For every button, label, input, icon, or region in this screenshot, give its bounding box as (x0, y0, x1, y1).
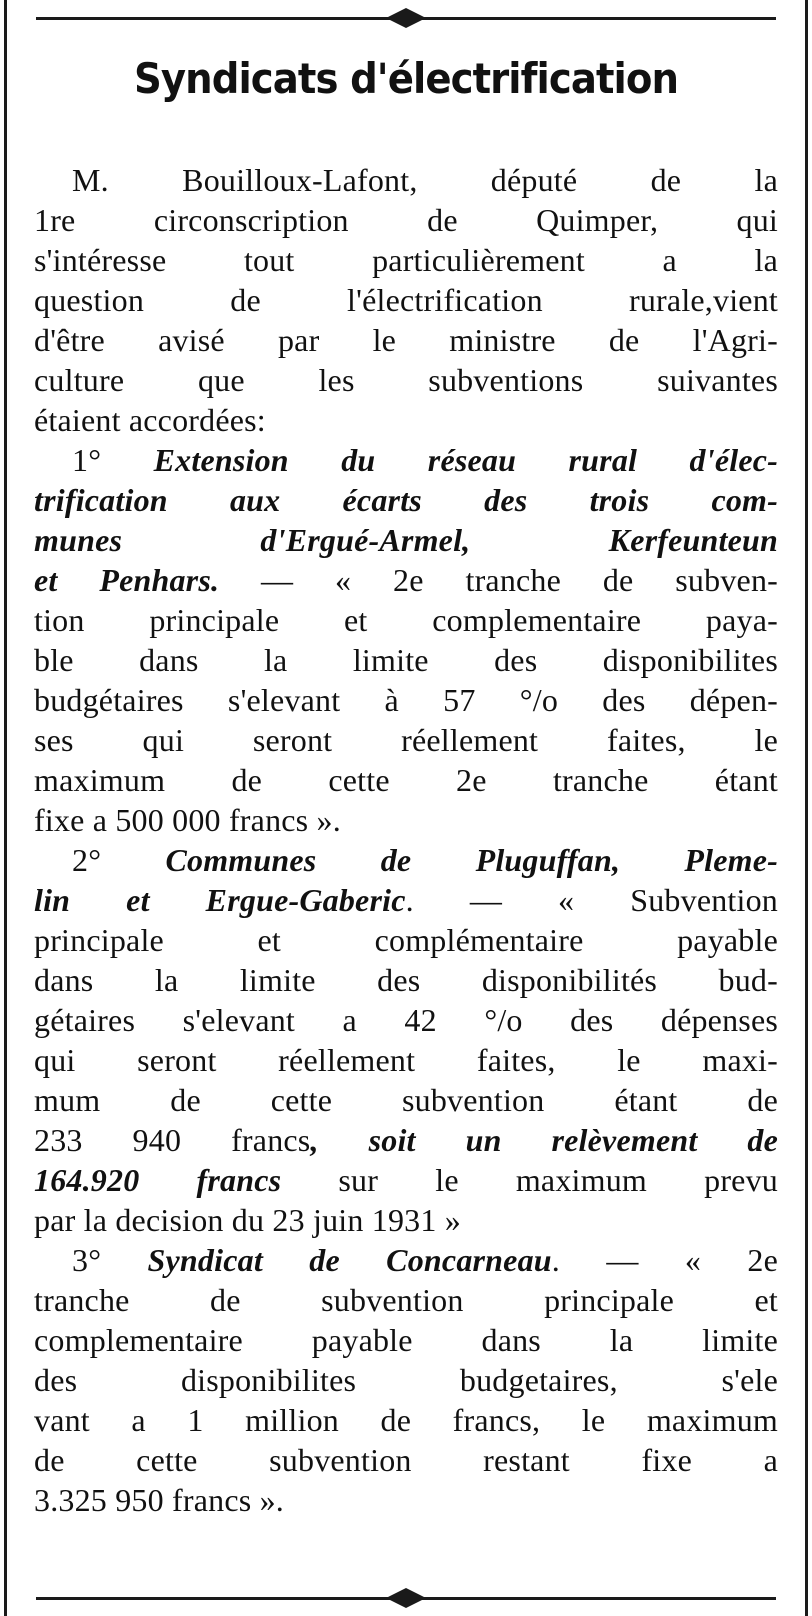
top-ornament-rule (36, 6, 776, 30)
text-line: s'intéresse tout particulièrement a la (34, 242, 778, 278)
text-line: 233 940 francs, soit un relèvement de (34, 1122, 778, 1158)
text-line: gétaires s'elevant a 42 °/o des dépenses (34, 1002, 778, 1038)
text-line: des disponibilites budgetaires, s'ele (34, 1362, 778, 1398)
text-line: par la decision du 23 juin 1931 » (34, 1202, 461, 1238)
text-line: 164.920 francs sur le maximum prevu (34, 1162, 778, 1198)
right-border-rule (805, 0, 808, 1616)
text-line: qui seront réellement faites, le maxi- (34, 1042, 778, 1078)
text-line: M. Bouilloux-Lafont, député de la (72, 162, 778, 198)
text-line: complementaire payable dans la limite (34, 1322, 778, 1358)
text-line: 1re circonscription de Quimper, qui (34, 202, 778, 238)
text-line: ble dans la limite des disponibilites (34, 642, 778, 678)
text-line: trification aux écarts des trois com- (34, 482, 778, 518)
text-line: ses qui seront réellement faites, le (34, 722, 778, 758)
text-line: 3.325 950 francs ». (34, 1482, 284, 1518)
text-line: tranche de subvention principale et (34, 1282, 778, 1318)
text-line: culture que les subventions suivantes (34, 362, 778, 398)
text-line: question de l'électrification rurale,vient (34, 282, 778, 318)
text-line: munes d'Ergué-Armel, Kerfeunteun (34, 522, 778, 558)
text-line: 3° Syndicat de Concarneau. — « 2e (72, 1242, 778, 1278)
left-border-rule (4, 0, 7, 1616)
text-line: budgétaires s'elevant à 57 °/o des dépen- (34, 682, 778, 718)
text-line: d'être avisé par le ministre de l'Agri- (34, 322, 778, 358)
text-line: 2° Communes de Pluguffan, Pleme- (72, 842, 778, 878)
text-line: étaient accordées: (34, 402, 266, 438)
bottom-ornament-rule (36, 1586, 776, 1610)
text-line: principale et complémentaire payable (34, 922, 778, 958)
text-line: lin et Ergue-Gaberic. — « Subvention (34, 882, 779, 918)
article-body (34, 160, 778, 1520)
text-line: de cette subvention restant fixe a (34, 1442, 778, 1478)
text-line: fixe a 500 000 francs ». (34, 802, 341, 838)
text-line: mum de cette subvention étant de (34, 1082, 778, 1118)
text-line: vant a 1 million de francs, le maximum (34, 1402, 778, 1438)
article-title: Syndicats d'électrification (133, 54, 679, 103)
text-line: tion principale et complementaire paya- (34, 602, 778, 638)
text-line: et Penhars. — « 2e tranche de subven- (34, 562, 778, 598)
text-line: maximum de cette 2e tranche étant (34, 762, 778, 798)
text-line: 1° Extension du réseau rural d'élec- (72, 442, 778, 478)
text-line: dans la limite des disponibilités bud- (34, 962, 778, 998)
